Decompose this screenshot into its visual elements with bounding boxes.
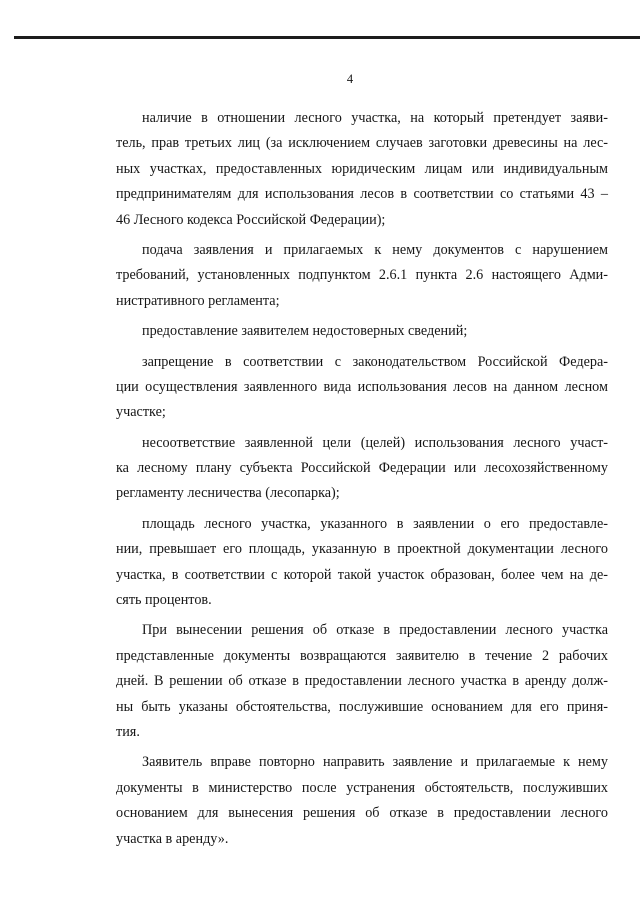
- text-line: ции осуществления заявленного вида использования лесов на данном лесном: [116, 378, 608, 395]
- text-line: запрещение в соответствии с законодательством Российской Федера-: [142, 353, 608, 370]
- text-line: нии, превышает его площадь, указанную в проектной документации лесного: [116, 541, 608, 558]
- text-line: предоставление заявителем недостоверных сведений;: [142, 323, 468, 340]
- text-line: участка в аренду».: [116, 830, 229, 847]
- text-line: представленные документы возвращаются заявителю в течение 2 рабочих: [116, 647, 608, 664]
- text-line: наличие в отношении лесного участка, на который претендует заяви-: [142, 110, 608, 126]
- text-line: площадь лесного участка, указанного в заявлении о его предоставле-: [142, 515, 608, 532]
- text-line: регламенту лесничества (лесопарка);: [116, 485, 340, 502]
- text-line: При вынесении решения об отказе в предоставлении лесного участка: [142, 622, 608, 639]
- text-line: подача заявления и прилагаемых к нему документов с нарушением: [142, 241, 608, 258]
- text-line: тель, прав третьих лиц (за исключением случаев заготовки древесины на лес-: [116, 135, 608, 152]
- text-line: предпринимателям для использования лесов в соответствии со статьями 43 –: [116, 186, 608, 203]
- page-number: 4: [346, 72, 354, 86]
- top-rule: [14, 36, 640, 39]
- text-line: тия.: [116, 723, 140, 740]
- text-line: сять процентов.: [116, 592, 212, 609]
- text-line: документы в министерство после устранения обстоятельств, послуживших: [116, 779, 608, 796]
- text-line: Заявитель вправе повторно направить заявление и прилагаемые к нему: [142, 754, 608, 771]
- text-line: ка лесному плану субъекта Российской Федерации или лесохозяйственному: [116, 460, 608, 477]
- text-line: основанием для вынесения решения об отказе в предоставлении лесного: [116, 805, 608, 822]
- text-line: ны быть указаны обстоятельства, послужившие основанием для его приня-: [116, 698, 608, 715]
- text-line: участка, в соответствии с которой такой участок образован, более чем на де-: [116, 566, 608, 583]
- text-line: несоответствие заявленной цели (целей) использования лесного участ-: [142, 434, 608, 451]
- text-line: участке;: [116, 404, 166, 421]
- text-line: нистративного регламента;: [116, 292, 280, 309]
- text-line: дней. В решении об отказе в предоставлении лесного участка в аренду долж-: [116, 673, 608, 690]
- text-line: ных участках, предоставленных юридическим лицам или индивидуальным: [116, 160, 608, 177]
- text-line: 46 Лесного кодекса Российской Федерации);: [116, 211, 386, 228]
- document-body: [116, 106, 608, 852]
- text-line: требований, установленных подпунктом 2.6.1 пункта 2.6 настоящего Адми-: [116, 267, 608, 284]
